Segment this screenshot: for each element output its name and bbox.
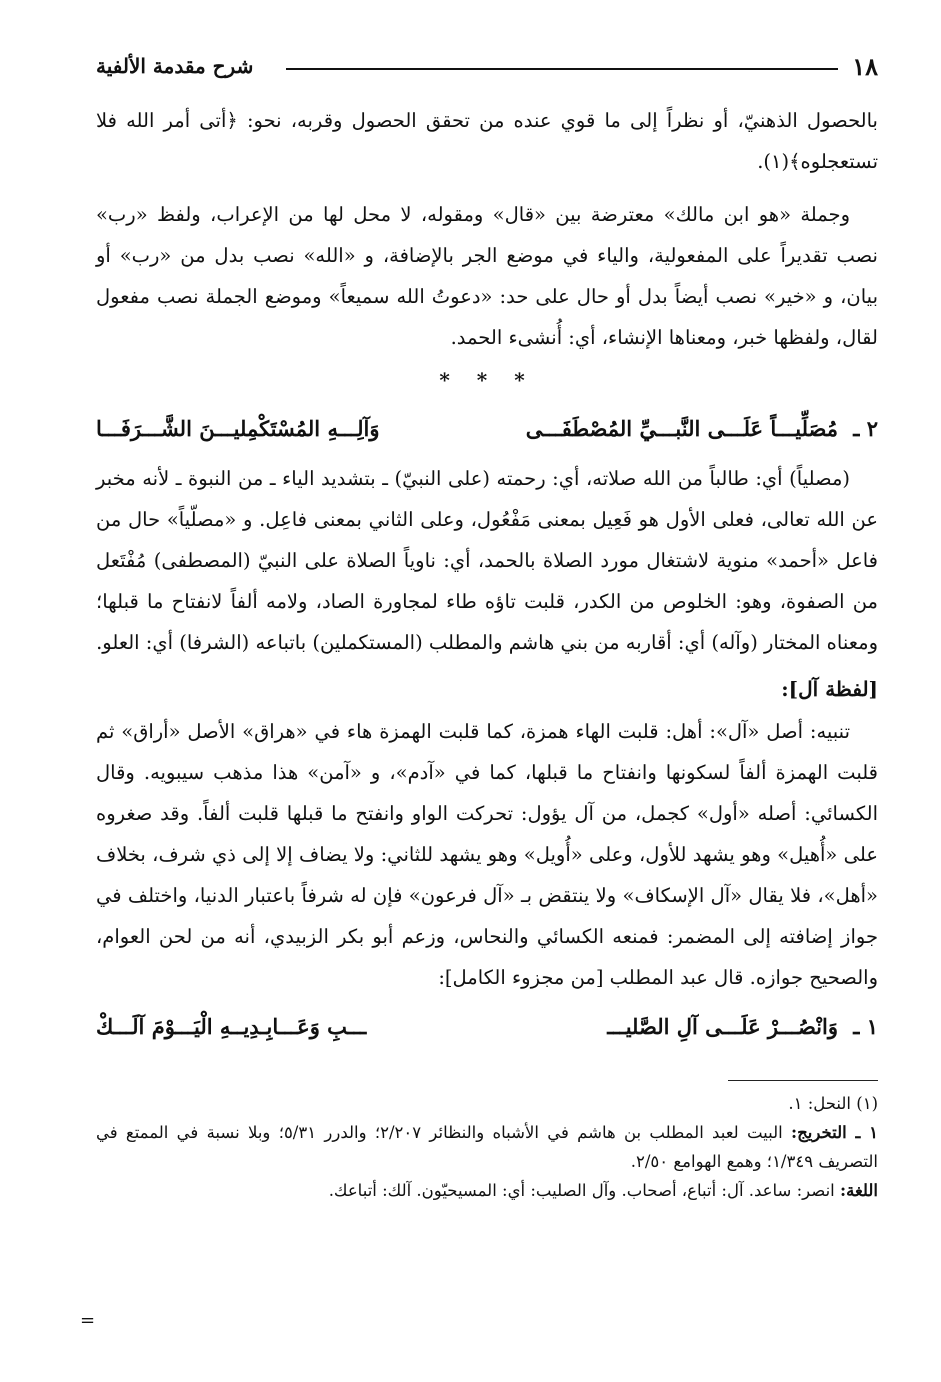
page-header (96, 52, 878, 88)
tanbih-paragraph: تنبيه: أصل «آل»: أهل: قلبت الهاء همزة، كما قلبت الهمزة هاء في «هراق» الأصل «أراق» ثم قلبت الهمزة ألفاً لسكونها وانفتاح ما قبلها، كما في «آدم»، و «آمن» هذا مذهب سيبويه. وقال الكسائي: أصله «أول» كجمل، من آل يؤول: تحركت الواو وانفتح ما قبلها قلبت ألفاً. وقد صغروه على «أُهيل» وهو يشهد للأول، وعلى «أُويل» وهو يشهد للثاني: ولا يضاف إلا إلى ذي شرف، بخلاف «أهل»، فلا يقال «آل الإسكاف» ولا ينتقض بـ «آل فرعون» فإن له شرفاً باعتبار الدنيا، واختلف في جواز إضافته إلى المضمر: فمنعه الكسائي والنحاس، وزعم أبو بكر الزبيدي، أنه من لحن العوام، والصحيح جوازه. قال عبد المطلب [من مجزوء الكامل]: (96, 720, 878, 989)
lugha-text: انصر: ساعد. آل: أتباع، أصحاب. وآل الصليب: أي: المسيحيّون. آلك: أتباعك. (328, 1181, 835, 1200)
lugha-label: اللغة: (840, 1181, 878, 1200)
verse-2 (96, 400, 878, 458)
page-number: ١٨ (852, 52, 878, 81)
commentary-paragraph: (مصلياً) أي: طالباً من الله صلاته، أي: رحمته (على النبيّ) ـ بتشديد الياء ـ من النبوة ـ لأنه مخبر عن الله تعالى، فعلى الأول هو فَعِيل بمعنى مَفْعُول، وعلى الثاني بمعنى فاعِل. و «مصلّياً» حال من فاعل «أحمد» منوية لاشتغال مورد الصلاة بالحمد، أي: ناوياً الصلاة على النبيّ (المصطفى) مُفْتَعل من الصفوة، وهو: الخلوص من الكدر، قلبت تاؤه طاء لمجاورة الصاد، ولامه ألفاً لانفتاح ما قبلها؛ ومعناه المختار (وآله) أي: أقاربه من بني هاشم والمطلب (المستكملين) باتباعه (الشرفا) أي: العلو. (96, 467, 878, 654)
verse-1 (96, 998, 878, 1056)
section-stars: * * * (439, 368, 535, 392)
paragraph-1: بالحصول الذهنيّ، أو نظراً إلى ما قوي عنده من تحقق الحصول وقربه، نحو: ﴿أتى أمر الله فلا تستعجلوه﴾(١). (96, 109, 878, 173)
continuation-mark: = (80, 1310, 96, 1331)
header-rule (286, 68, 838, 70)
paragraph-2: وجملة «هو ابن مالك» معترضة بين «قال» ومقوله، لا محل لها من الإعراب، ولفظ «رب» نصب تقديراً على المفعولية، والياء في موضع الجر بالإضافة، و «الله» نصب بدل من «رب» أو بيان، و «خير» نصب أيضاً بدل أو حال على حد: «دعوتُ الله سميعاً» وموضع الجملة نصب مفعول لقال، ولفظها خبر، ومعناها الإنشاء، أي: أُنشىء الحمد. (96, 203, 878, 349)
section-heading: [لفظة آل]: (781, 677, 878, 701)
takhrij-label: ١ ـ التخريج: (791, 1123, 879, 1142)
footnote-takhrij (96, 1118, 878, 1176)
verse-first-hemistich: مُصَلِّيـــاً عَلَـــى النَّبـــيِّ المُصْطَفَـــى (525, 416, 838, 441)
verse-number: ٢ ـ (853, 416, 878, 441)
verse-second-hemistich: ـــبِ وَعَـــابِـدِيــهِ الْيَـــوْمَ آلَـــكْ (96, 1014, 367, 1039)
footnote-separator (728, 1080, 878, 1081)
book-page (96, 52, 878, 1205)
verse-number: ١ ـ (853, 1014, 878, 1039)
footnote-lugha (96, 1176, 878, 1205)
takhrij-text: البيت لعبد المطلب بن هاشم في الأشباه والنظائر ٢/٢٠٧؛ والدرر ٥/٣١؛ وبلا نسبة في الممتع في التصريف ١/٣٤٩؛ وهمع الهوامع ٢/٥٠. (96, 1123, 878, 1171)
running-title: شرح مقدمة الألفية (96, 54, 254, 78)
verse-second-hemistich: وَآلِـــهِ المُسْتَكْمِليـــنَ الشَّـــرَفَـــا (96, 416, 380, 441)
footnote-1: (١) النحل: ١. (788, 1094, 878, 1113)
verse-first-hemistich: وَانْصُـــرْ عَلَـــى آلِ الصَّليـــ (607, 1014, 838, 1039)
